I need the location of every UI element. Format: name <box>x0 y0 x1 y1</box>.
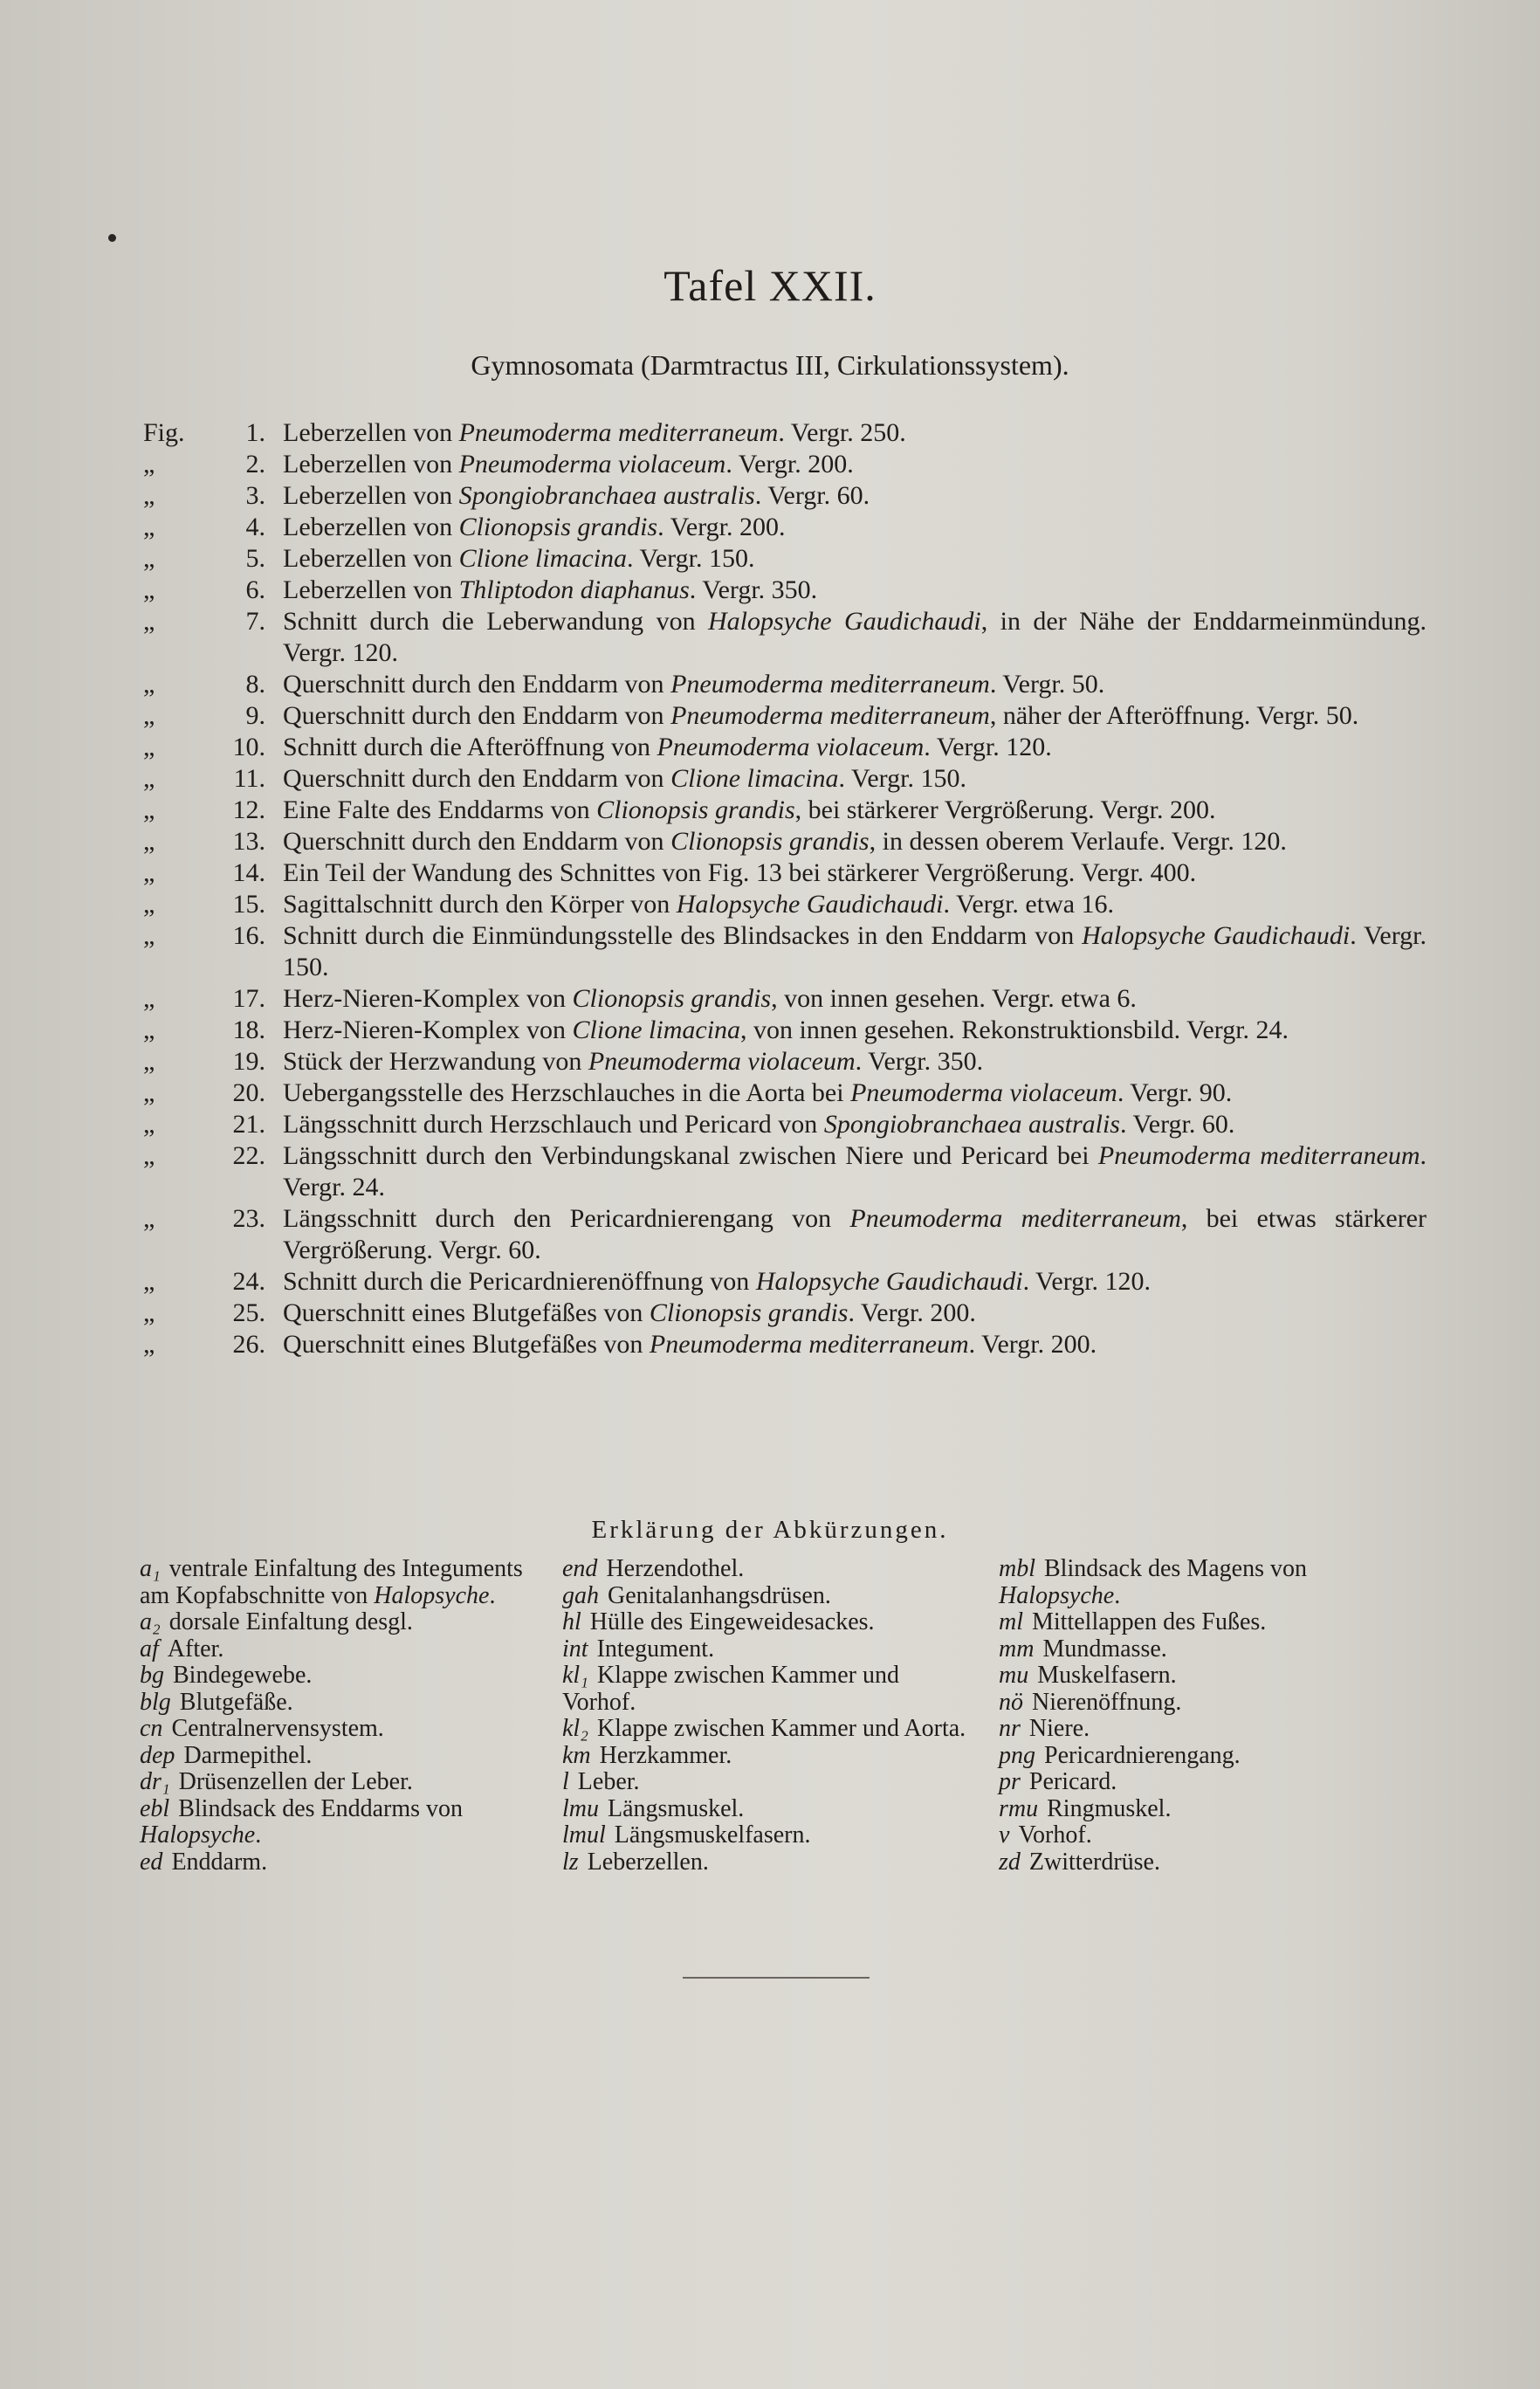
figure-caption: Ein Teil der Wandung des Schnittes von Fig. 13 bei stärkerer Vergrößerung. Vergr. 400. <box>283 858 1197 887</box>
abbreviation-meaning: Vorhof. <box>1018 1821 1092 1849</box>
figure-caption: Längsschnitt durch den Verbindungskanal zwischen Niere und Pericard bei Pneumoderma mediterraneum. Vergr. 24. <box>283 1141 1427 1201</box>
figure-prefix: „ <box>143 1298 155 1327</box>
figure-list <box>143 417 1427 1360</box>
abbreviation-entry <box>140 1716 541 1743</box>
page-subtitle: Gymnosomata (Darmtractus III, Cirkulationssystem). <box>471 349 1069 381</box>
abbreviation-code: mbl <box>999 1555 1035 1582</box>
abbreviation-code: ebl <box>140 1794 170 1822</box>
figure-number: 1. <box>245 418 265 447</box>
figure-number: 12. <box>232 795 265 824</box>
figure-number: 25. <box>232 1298 265 1327</box>
figure-caption: Längsschnitt durch den Pericardnierengang von Pneumoderma mediterraneum, bei etwas stärkerer Vergrößerung. Vergr. 60. <box>283 1204 1427 1264</box>
abbreviation-code: a₂ <box>140 1608 161 1635</box>
abbreviation-code: rmu <box>999 1794 1039 1822</box>
figure-entry <box>143 606 1427 669</box>
figure-number: 15. <box>232 890 265 919</box>
figure-prefix: „ <box>143 1015 155 1044</box>
figure-caption: Schnitt durch die Leberwandung von Halopsyche Gaudichaudi, in der Nähe der Enddarmeinmündung. Vergr. 120. <box>283 607 1427 667</box>
abbreviation-code: lmu <box>562 1794 599 1822</box>
abbreviation-code: nö <box>999 1688 1023 1716</box>
figure-entry <box>143 920 1427 983</box>
abbreviation-meaning: After. <box>167 1635 224 1663</box>
figure-number: 14. <box>232 858 265 887</box>
figure-number: 2. <box>245 450 265 478</box>
figure-entry <box>143 543 1427 575</box>
figure-entry <box>143 826 1427 857</box>
abbreviation-entry <box>562 1822 973 1849</box>
abbreviations-column-2 <box>562 1556 973 1876</box>
abbreviation-code: ed <box>140 1848 163 1876</box>
figure-caption: Herz-Nieren-Komplex von Clionopsis grandis, von innen gesehen. Vergr. etwa 6. <box>283 984 1137 1013</box>
abbreviation-meaning: Hülle des Eingeweidesackes. <box>589 1608 875 1635</box>
figure-caption: Schnitt durch die Einmündungsstelle des Blindsackes in den Enddarm von Halopsyche Gaudichaudi. Vergr. 150. <box>283 921 1427 981</box>
figure-prefix: „ <box>143 1141 155 1170</box>
figure-number: 13. <box>232 827 265 856</box>
figure-caption: Sagittalschnitt durch den Körper von Halopsyche Gaudichaudi. Vergr. etwa 16. <box>283 890 1115 919</box>
figure-number: 24. <box>232 1267 265 1296</box>
abbreviation-meaning: Leber. <box>577 1768 640 1795</box>
abbreviation-code: hl <box>562 1608 581 1635</box>
abbreviation-code: pr <box>999 1768 1021 1795</box>
figure-prefix: „ <box>143 795 155 824</box>
figure-caption: Schnitt durch die Pericardnierenöffnung von Halopsyche Gaudichaudi. Vergr. 120. <box>283 1267 1151 1296</box>
abbreviation-meaning: Pericard. <box>1028 1768 1117 1795</box>
abbreviation-entry <box>999 1743 1418 1770</box>
figure-prefix: „ <box>143 513 155 541</box>
figure-number: 7. <box>245 607 265 636</box>
abbreviation-code: a₁ <box>140 1555 161 1582</box>
page-title: Tafel XXII. <box>663 261 877 310</box>
abbreviation-entry <box>140 1743 541 1770</box>
abbreviation-entry <box>562 1663 973 1716</box>
figure-entry <box>143 1109 1427 1140</box>
abbreviation-meaning: Blindsack des Magens von Halopsyche. <box>999 1555 1307 1609</box>
figure-entry <box>143 889 1427 920</box>
figure-entry <box>143 983 1427 1015</box>
figure-prefix: „ <box>143 1330 155 1359</box>
figure-caption: Querschnitt durch den Enddarm von Clionopsis grandis, in dessen oberem Verlaufe. Vergr. 120. <box>283 827 1287 856</box>
figure-entry <box>143 1140 1427 1203</box>
abbreviation-meaning: Leberzellen. <box>587 1848 709 1876</box>
figure-entry <box>143 1203 1427 1266</box>
figure-caption: Eine Falte des Enddarms von Clionopsis grandis, bei stärkerer Vergrößerung. Vergr. 200. <box>283 795 1216 824</box>
figure-caption: Leberzellen von Clionopsis grandis. Vergr. 200. <box>283 513 786 541</box>
figure-entry <box>143 1046 1427 1077</box>
figure-prefix: „ <box>143 575 155 604</box>
abbreviation-entry <box>562 1716 973 1743</box>
abbreviation-entry <box>562 1636 973 1663</box>
abbreviation-meaning: Mittellappen des Fußes. <box>1032 1608 1267 1635</box>
figure-number: 11. <box>233 764 265 793</box>
figure-prefix: „ <box>143 481 155 510</box>
abbreviations-column-3 <box>999 1556 1418 1876</box>
abbreviation-entry <box>999 1716 1418 1743</box>
figure-number: 26. <box>232 1330 265 1359</box>
figure-entry <box>143 575 1427 606</box>
abbreviation-code: lz <box>562 1848 579 1876</box>
figure-prefix: „ <box>143 890 155 919</box>
abbreviation-code: zd <box>999 1848 1021 1876</box>
abbreviation-meaning: Pericardnierengang. <box>1044 1741 1241 1769</box>
abbreviation-meaning: Längsmuskel. <box>608 1794 745 1822</box>
abbreviation-meaning: Klappe zwischen Kammer und Vorhof. <box>562 1662 899 1716</box>
figure-caption: Leberzellen von Thliptodon diaphanus. Vergr. 350. <box>283 575 818 604</box>
figure-caption: Querschnitt durch den Enddarm von Pneumoderma mediterraneum, näher der Afteröffnung. Vergr. 50. <box>283 701 1359 730</box>
abbreviation-code: nr <box>999 1715 1021 1742</box>
abbreviation-meaning: dorsale Einfaltung desgl. <box>168 1608 413 1635</box>
figure-entry <box>143 763 1427 795</box>
figure-prefix: „ <box>143 1110 155 1139</box>
figure-entry <box>143 857 1427 889</box>
abbreviation-code: kl₁ <box>562 1662 588 1689</box>
figure-number: 17. <box>232 984 265 1013</box>
ink-dot <box>108 234 116 242</box>
abbreviation-entry <box>999 1796 1418 1823</box>
figure-entry <box>143 480 1427 512</box>
figure-prefix: „ <box>143 1047 155 1076</box>
figure-prefix: „ <box>143 544 155 573</box>
abbreviation-code: v <box>999 1821 1010 1849</box>
figure-prefix: „ <box>143 764 155 793</box>
figure-entry <box>143 700 1427 732</box>
figure-number: 22. <box>232 1141 265 1170</box>
figure-caption: Stück der Herzwandung von Pneumoderma violaceum. Vergr. 350. <box>283 1047 984 1076</box>
figure-number: 23. <box>232 1204 265 1233</box>
figure-number: 10. <box>232 733 265 761</box>
figure-number: 9. <box>245 701 265 730</box>
abbreviation-meaning: Enddarm. <box>171 1848 268 1876</box>
figure-entry <box>143 1298 1427 1329</box>
abbreviation-entry <box>562 1743 973 1770</box>
abbreviations-heading: Erklärung der Abkürzungen. <box>591 1516 949 1544</box>
abbreviation-code: bg <box>140 1662 164 1689</box>
abbreviation-meaning: Mundmasse. <box>1042 1635 1167 1663</box>
abbreviation-meaning: Centralnervensystem. <box>171 1715 384 1742</box>
figure-prefix: „ <box>143 858 155 887</box>
abbreviation-entry <box>999 1822 1418 1849</box>
figure-number: 8. <box>245 670 265 699</box>
figure-prefix: „ <box>143 1267 155 1296</box>
figure-entry <box>143 1329 1427 1360</box>
figure-entry <box>143 669 1427 700</box>
abbreviation-entry <box>562 1609 973 1636</box>
abbreviation-entry <box>140 1636 541 1663</box>
figure-caption: Querschnitt durch den Enddarm von Clione limacina. Vergr. 150. <box>283 764 966 793</box>
abbreviation-meaning: Genitalanhangsdrüsen. <box>608 1581 831 1609</box>
abbreviation-code: dr₁ <box>140 1768 170 1795</box>
figure-prefix: „ <box>143 921 155 950</box>
abbreviation-entry <box>999 1769 1418 1796</box>
figure-entry <box>143 1266 1427 1298</box>
abbreviation-meaning: Niere. <box>1028 1715 1090 1742</box>
figure-number: 21. <box>232 1110 265 1139</box>
abbreviation-meaning: Blutgefäße. <box>179 1688 293 1716</box>
abbreviation-code: gah <box>562 1581 599 1609</box>
figure-number: 16. <box>232 921 265 950</box>
figure-caption: Querschnitt eines Blutgefäßes von Clionopsis grandis. Vergr. 200. <box>283 1298 976 1327</box>
figure-number: 18. <box>232 1015 265 1044</box>
abbreviation-entry <box>999 1609 1418 1636</box>
abbreviation-meaning: Darmepithel. <box>183 1741 313 1769</box>
figure-caption: Querschnitt durch den Enddarm von Pneumoderma mediterraneum. Vergr. 50. <box>283 670 1105 699</box>
figure-caption: Leberzellen von Pneumoderma violaceum. Vergr. 200. <box>283 450 854 478</box>
abbreviation-meaning: Blindsack des Enddarms von Halopsyche. <box>140 1794 464 1849</box>
abbreviation-entry <box>562 1556 973 1583</box>
abbreviation-meaning: Herzendothel. <box>606 1555 745 1582</box>
figure-prefix: „ <box>143 701 155 730</box>
abbreviation-meaning: Muskelfasern. <box>1037 1662 1177 1689</box>
abbreviation-code: blg <box>140 1688 171 1716</box>
figure-caption: Herz-Nieren-Komplex von Clione limacina, von innen gesehen. Rekonstruktionsbild. Vergr. 24. <box>283 1015 1289 1044</box>
figure-number: 3. <box>245 481 265 510</box>
abbreviation-code: kl₂ <box>562 1715 588 1742</box>
figure-prefix: „ <box>143 450 155 478</box>
figure-number: 5. <box>245 544 265 573</box>
figure-entry <box>143 1077 1427 1109</box>
figure-entry <box>143 732 1427 763</box>
abbreviation-meaning: Herzkammer. <box>599 1741 732 1769</box>
abbreviation-entry <box>140 1609 541 1636</box>
abbreviation-entry <box>562 1769 973 1796</box>
abbreviation-code: mm <box>999 1635 1035 1663</box>
abbreviation-entry <box>999 1690 1418 1717</box>
figure-entry <box>143 512 1427 543</box>
figure-number: 6. <box>245 575 265 604</box>
figure-prefix: Fig. <box>143 418 185 447</box>
figure-entry <box>143 417 1427 449</box>
abbreviation-meaning: Ringmuskel. <box>1047 1794 1172 1822</box>
figure-caption: Leberzellen von Clione limacina. Vergr. 150. <box>283 544 755 573</box>
abbreviation-entry <box>999 1556 1418 1609</box>
figure-prefix: „ <box>143 1204 155 1233</box>
abbreviation-code: l <box>562 1768 569 1795</box>
abbreviations-column-1 <box>140 1556 541 1876</box>
figure-number: 20. <box>232 1078 265 1107</box>
abbreviation-meaning: Integument. <box>596 1635 715 1663</box>
figure-entry <box>143 1015 1427 1046</box>
figure-prefix: „ <box>143 670 155 699</box>
divider-rule <box>683 1977 870 1979</box>
figure-caption: Längsschnitt durch Herzschlauch und Pericard von Spongiobranchaea australis. Vergr. 60. <box>283 1110 1235 1139</box>
abbreviation-code: png <box>999 1741 1035 1769</box>
figure-entry <box>143 795 1427 826</box>
abbreviation-meaning: Klappe zwischen Kammer und Aorta. <box>596 1715 966 1742</box>
abbreviation-meaning: Zwitterdrüse. <box>1028 1848 1160 1876</box>
figure-caption: Uebergangsstelle des Herzschlauches in die Aorta bei Pneumoderma violaceum. Vergr. 90. <box>283 1078 1233 1107</box>
abbreviation-code: km <box>562 1741 591 1769</box>
abbreviation-entry <box>999 1636 1418 1663</box>
figure-number: 19. <box>232 1047 265 1076</box>
abbreviation-code: af <box>140 1635 159 1663</box>
abbreviation-code: lmul <box>562 1821 606 1849</box>
figure-number: 4. <box>245 513 265 541</box>
abbreviation-entry <box>140 1849 541 1876</box>
abbreviation-entry <box>562 1796 973 1823</box>
figure-entry <box>143 449 1427 480</box>
figure-prefix: „ <box>143 733 155 761</box>
abbreviation-code: end <box>562 1555 598 1582</box>
abbreviation-meaning: Längsmuskelfasern. <box>614 1821 811 1849</box>
abbreviation-meaning: Drüsenzellen der Leber. <box>178 1768 413 1795</box>
abbreviation-entry <box>999 1663 1418 1690</box>
figure-prefix: „ <box>143 984 155 1013</box>
abbreviation-entry <box>140 1690 541 1717</box>
figure-caption: Schnitt durch die Afteröffnung von Pneumoderma violaceum. Vergr. 120. <box>283 733 1052 761</box>
abbreviation-code: int <box>562 1635 588 1663</box>
abbreviation-entry <box>140 1796 541 1849</box>
figure-prefix: „ <box>143 827 155 856</box>
figure-prefix: „ <box>143 1078 155 1107</box>
abbreviation-code: dep <box>140 1741 175 1769</box>
abbreviation-meaning: Nierenöffnung. <box>1032 1688 1182 1716</box>
figure-prefix: „ <box>143 607 155 636</box>
abbreviation-meaning: Bindegewebe. <box>173 1662 313 1689</box>
abbreviation-entry <box>562 1583 973 1610</box>
abbreviation-entry <box>140 1556 541 1609</box>
abbreviation-code: cn <box>140 1715 163 1742</box>
figure-caption: Leberzellen von Spongiobranchaea australis. Vergr. 60. <box>283 481 870 510</box>
abbreviation-entry <box>999 1849 1418 1876</box>
abbreviation-code: mu <box>999 1662 1029 1689</box>
abbreviation-meaning: ventrale Einfaltung des Integuments am Kopfabschnitte von Halopsyche. <box>140 1555 523 1609</box>
abbreviation-code: ml <box>999 1608 1023 1635</box>
abbreviation-entry <box>140 1769 541 1796</box>
figure-caption: Leberzellen von Pneumoderma mediterraneum. Vergr. 250. <box>283 418 906 447</box>
figure-caption: Querschnitt eines Blutgefäßes von Pneumoderma mediterraneum. Vergr. 200. <box>283 1330 1097 1359</box>
abbreviation-entry <box>562 1849 973 1876</box>
abbreviation-entry <box>140 1663 541 1690</box>
